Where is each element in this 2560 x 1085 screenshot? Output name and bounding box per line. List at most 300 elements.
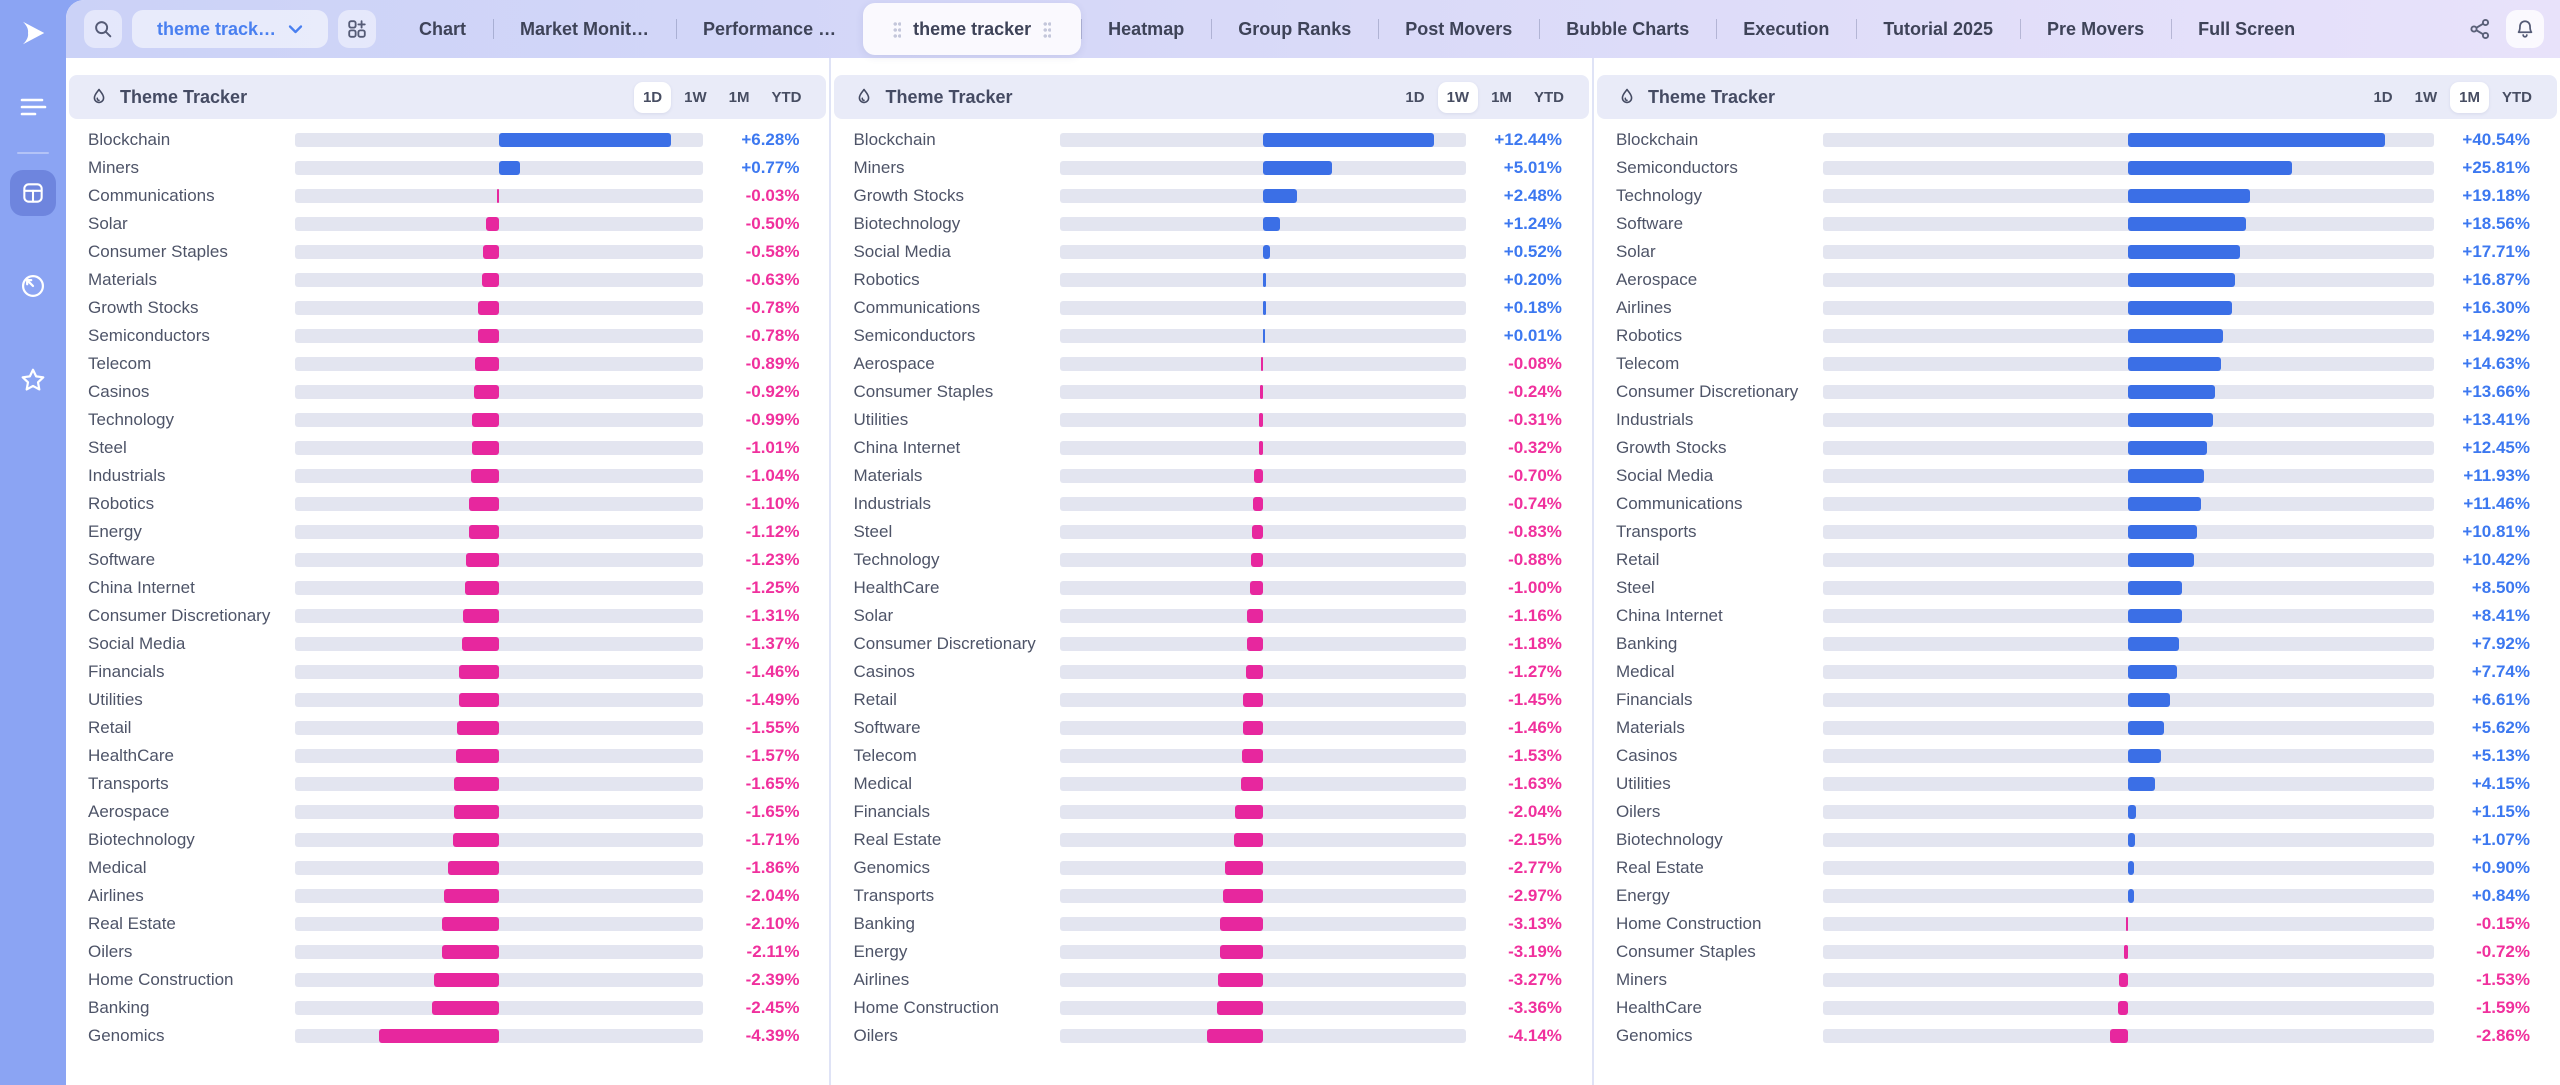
range-1m[interactable]: 1M bbox=[720, 82, 759, 113]
theme-label: Social Media bbox=[88, 634, 186, 653]
change-bar bbox=[1220, 917, 1263, 931]
change-bar bbox=[478, 301, 499, 315]
change-bar bbox=[1246, 665, 1263, 679]
theme-row[interactable] bbox=[66, 714, 829, 742]
theme-row[interactable] bbox=[831, 966, 1591, 994]
bar-track bbox=[295, 665, 703, 679]
bar-track bbox=[1823, 581, 2434, 595]
theme-row[interactable] bbox=[1594, 966, 2560, 994]
theme-row[interactable] bbox=[66, 434, 829, 462]
tab-heatmap[interactable] bbox=[1081, 0, 1211, 58]
change-value: +0.90% bbox=[2471, 858, 2530, 877]
theme-label: Steel bbox=[88, 438, 127, 457]
tab-label: Bubble Charts bbox=[1566, 18, 1690, 39]
theme-label: Industrials bbox=[853, 494, 931, 513]
theme-label: Software bbox=[1615, 214, 1684, 233]
change-bar bbox=[1223, 889, 1264, 903]
theme-row[interactable] bbox=[831, 686, 1591, 714]
change-value: -1.16% bbox=[1508, 606, 1562, 625]
change-bar bbox=[2128, 497, 2200, 511]
theme-row[interactable] bbox=[66, 350, 829, 378]
theme-row[interactable] bbox=[66, 1022, 829, 1050]
theme-row[interactable] bbox=[831, 826, 1591, 854]
theme-row[interactable] bbox=[831, 882, 1591, 910]
theme-row[interactable] bbox=[831, 854, 1591, 882]
timer-icon[interactable] bbox=[19, 272, 47, 300]
theme-row[interactable] bbox=[831, 574, 1591, 602]
theme-label: Growth Stocks bbox=[88, 298, 199, 317]
theme-row[interactable] bbox=[1594, 322, 2560, 350]
time-range-group bbox=[634, 82, 811, 113]
theme-row[interactable] bbox=[1594, 126, 2560, 154]
theme-row[interactable] bbox=[1594, 210, 2560, 238]
theme-label: Consumer Staples bbox=[88, 242, 228, 261]
theme-row[interactable] bbox=[831, 154, 1591, 182]
change-bar bbox=[1241, 777, 1263, 791]
theme-label: Utilities bbox=[1615, 774, 1671, 793]
change-value: +10.81% bbox=[2462, 522, 2530, 541]
change-value: -1.00% bbox=[1508, 578, 1562, 597]
change-value: -1.65% bbox=[745, 774, 800, 793]
theme-label: Growth Stocks bbox=[853, 186, 965, 205]
range-1m[interactable]: 1M bbox=[2450, 82, 2489, 113]
range-1m[interactable]: 1M bbox=[1482, 82, 1521, 113]
change-value: +1.24% bbox=[1503, 214, 1562, 233]
theme-row[interactable] bbox=[1594, 518, 2560, 546]
range-1d[interactable]: 1D bbox=[2364, 82, 2401, 113]
change-value: -0.88% bbox=[1508, 550, 1562, 569]
change-value: -3.36% bbox=[1508, 998, 1562, 1017]
theme-row[interactable] bbox=[66, 574, 829, 602]
theme-label: Growth Stocks bbox=[1615, 438, 1727, 457]
tab-theme-tracker[interactable] bbox=[863, 3, 1081, 55]
theme-row[interactable] bbox=[66, 686, 829, 714]
theme-label: Energy bbox=[853, 942, 908, 961]
change-value: -1.37% bbox=[745, 634, 800, 653]
tab-performance[interactable] bbox=[676, 0, 863, 58]
change-bar bbox=[2128, 749, 2160, 763]
theme-row[interactable] bbox=[1594, 462, 2560, 490]
theme-row[interactable] bbox=[66, 910, 829, 938]
bar-track bbox=[295, 1029, 703, 1043]
theme-row[interactable] bbox=[1594, 266, 2560, 294]
theme-row[interactable] bbox=[66, 994, 829, 1022]
notifications-bell-icon[interactable] bbox=[2506, 10, 2544, 48]
tab-tutorial-2025[interactable] bbox=[1856, 0, 2020, 58]
change-value: -2.15% bbox=[1508, 830, 1562, 849]
theme-row[interactable] bbox=[1594, 238, 2560, 266]
change-value: -1.25% bbox=[745, 578, 800, 597]
theme-row[interactable] bbox=[66, 966, 829, 994]
theme-row[interactable] bbox=[831, 238, 1591, 266]
theme-row[interactable] bbox=[1594, 630, 2560, 658]
change-bar bbox=[2128, 329, 2222, 343]
change-bar bbox=[1263, 329, 1265, 343]
theme-row[interactable] bbox=[66, 322, 829, 350]
time-range-group bbox=[2364, 82, 2541, 113]
theme-row[interactable] bbox=[1594, 826, 2560, 854]
theme-row[interactable] bbox=[66, 518, 829, 546]
bar-track bbox=[295, 917, 703, 931]
range-1w[interactable]: 1W bbox=[675, 82, 716, 113]
change-value: +12.45% bbox=[2462, 438, 2530, 457]
share-icon[interactable] bbox=[2468, 17, 2492, 41]
theme-row[interactable] bbox=[1594, 938, 2560, 966]
theme-label: Blockchain bbox=[88, 130, 171, 149]
theme-row[interactable] bbox=[831, 1022, 1591, 1050]
theme-label: HealthCare bbox=[853, 578, 940, 597]
sidebar-item-dashboard[interactable] bbox=[10, 170, 56, 216]
theme-row[interactable] bbox=[831, 378, 1591, 406]
theme-row[interactable] bbox=[1594, 770, 2560, 798]
theme-row[interactable] bbox=[66, 210, 829, 238]
theme-row[interactable] bbox=[66, 882, 829, 910]
theme-row[interactable] bbox=[1594, 854, 2560, 882]
theme-label: Materials bbox=[853, 466, 923, 485]
theme-row[interactable] bbox=[831, 126, 1591, 154]
tab-pre-movers[interactable] bbox=[2020, 0, 2171, 58]
change-bar bbox=[2128, 581, 2182, 595]
change-value: +5.01% bbox=[1503, 158, 1562, 177]
theme-row[interactable] bbox=[1594, 490, 2560, 518]
theme-row[interactable] bbox=[1594, 798, 2560, 826]
theme-row[interactable] bbox=[1594, 378, 2560, 406]
range-1d[interactable]: 1D bbox=[634, 82, 671, 113]
theme-row[interactable] bbox=[1594, 350, 2560, 378]
theme-label: Social Media bbox=[1615, 466, 1714, 485]
change-value: -0.92% bbox=[745, 382, 800, 401]
tab-label: Group Ranks bbox=[1238, 18, 1352, 39]
change-bar bbox=[2128, 889, 2133, 903]
change-value: -1.59% bbox=[2476, 998, 2530, 1017]
theme-row[interactable] bbox=[66, 938, 829, 966]
theme-label: Industrials bbox=[88, 466, 166, 485]
bar-track bbox=[1060, 749, 1465, 763]
theme-label: Home Construction bbox=[853, 998, 999, 1017]
change-bar bbox=[1253, 497, 1263, 511]
bar-track bbox=[1060, 357, 1465, 371]
tab-market-monit[interactable] bbox=[493, 0, 676, 58]
change-value: -3.13% bbox=[1508, 914, 1562, 933]
theme-label: Steel bbox=[853, 522, 893, 541]
tab-label: Full Screen bbox=[2198, 18, 2296, 39]
tab-label: Tutorial 2025 bbox=[1883, 18, 1994, 39]
bar-track bbox=[295, 581, 703, 595]
change-bar bbox=[2128, 665, 2177, 679]
theme-row[interactable] bbox=[831, 350, 1591, 378]
theme-label: Telecom bbox=[1615, 354, 1680, 373]
theme-row[interactable] bbox=[831, 742, 1591, 770]
theme-label: Solar bbox=[1615, 242, 1656, 261]
change-bar bbox=[1225, 861, 1263, 875]
theme-row[interactable] bbox=[66, 266, 829, 294]
theme-row[interactable] bbox=[66, 490, 829, 518]
range-ytd[interactable]: YTD bbox=[1525, 82, 1573, 113]
theme-row[interactable] bbox=[66, 826, 829, 854]
theme-row[interactable] bbox=[66, 126, 829, 154]
change-bar bbox=[2128, 133, 2384, 147]
search-icon[interactable] bbox=[84, 10, 122, 48]
change-value: +8.41% bbox=[2471, 606, 2530, 625]
theme-row[interactable] bbox=[1594, 294, 2560, 322]
tab-full-screen[interactable] bbox=[2171, 0, 2322, 58]
change-bar bbox=[2128, 161, 2291, 175]
theme-label: Biotechnology bbox=[853, 214, 961, 233]
theme-label: Consumer Staples bbox=[1615, 942, 1756, 961]
change-bar bbox=[2128, 777, 2154, 791]
theme-row[interactable] bbox=[1594, 154, 2560, 182]
change-value: -0.99% bbox=[745, 410, 800, 429]
tab-label: Market Monit… bbox=[520, 18, 650, 39]
theme-label: Materials bbox=[88, 270, 157, 289]
theme-row[interactable] bbox=[831, 182, 1591, 210]
tab-execution[interactable] bbox=[1716, 0, 1856, 58]
theme-label: Aerospace bbox=[1615, 270, 1698, 289]
theme-row[interactable] bbox=[1594, 658, 2560, 686]
change-bar bbox=[472, 441, 500, 455]
theme-row[interactable] bbox=[831, 546, 1591, 574]
theme-row[interactable] bbox=[66, 854, 829, 882]
theme-row[interactable] bbox=[1594, 742, 2560, 770]
change-value: -1.65% bbox=[745, 802, 800, 821]
theme-row[interactable] bbox=[1594, 994, 2560, 1022]
bar-track bbox=[295, 497, 703, 511]
change-value: -1.57% bbox=[745, 746, 800, 765]
theme-row[interactable] bbox=[831, 994, 1591, 1022]
change-bar bbox=[2128, 245, 2240, 259]
range-ytd[interactable]: YTD bbox=[2493, 82, 2541, 113]
bar-track bbox=[1823, 945, 2434, 959]
theme-row[interactable] bbox=[831, 770, 1591, 798]
theme-row[interactable] bbox=[831, 658, 1591, 686]
theme-label: Banking bbox=[88, 998, 150, 1017]
change-bar bbox=[2128, 413, 2213, 427]
theme-label: China Internet bbox=[853, 438, 961, 457]
theme-row[interactable] bbox=[66, 294, 829, 322]
theme-label: Casinos bbox=[853, 662, 915, 681]
change-value: +16.30% bbox=[2462, 298, 2530, 317]
bar-track bbox=[295, 609, 703, 623]
theme-row[interactable] bbox=[66, 462, 829, 490]
theme-label: China Internet bbox=[1615, 606, 1723, 625]
bar-track bbox=[1060, 861, 1465, 875]
theme-row[interactable] bbox=[1594, 434, 2560, 462]
favorites-star-icon[interactable] bbox=[19, 366, 47, 394]
theme-row[interactable] bbox=[1594, 602, 2560, 630]
change-value: +2.48% bbox=[1503, 186, 1562, 205]
panels bbox=[66, 58, 2560, 1085]
tab-group-ranks[interactable] bbox=[1211, 0, 1378, 58]
change-bar bbox=[486, 217, 500, 231]
change-value: -2.77% bbox=[1508, 858, 1562, 877]
bar-track bbox=[295, 161, 703, 175]
theme-row[interactable] bbox=[66, 742, 829, 770]
change-value: -2.97% bbox=[1508, 886, 1562, 905]
change-bar bbox=[2128, 469, 2203, 483]
change-value: -1.53% bbox=[2476, 970, 2530, 989]
theme-row[interactable] bbox=[831, 910, 1591, 938]
theme-row[interactable] bbox=[66, 378, 829, 406]
change-value: -0.31% bbox=[1508, 410, 1562, 429]
theme-label: Solar bbox=[88, 214, 128, 233]
change-value: +6.28% bbox=[741, 130, 800, 149]
theme-rows bbox=[66, 126, 829, 1050]
theme-row[interactable] bbox=[1594, 1022, 2560, 1050]
theme-label: Communications bbox=[853, 298, 981, 317]
bar-track bbox=[295, 329, 703, 343]
theme-row[interactable] bbox=[1594, 910, 2560, 938]
add-widget-icon[interactable] bbox=[338, 10, 376, 48]
change-bar bbox=[454, 777, 499, 791]
theme-row[interactable] bbox=[66, 770, 829, 798]
theme-row[interactable] bbox=[66, 658, 829, 686]
theme-row[interactable] bbox=[66, 182, 829, 210]
layout-dropdown[interactable] bbox=[132, 10, 328, 48]
theme-row[interactable] bbox=[66, 602, 829, 630]
panel-title: Theme Tracker bbox=[120, 86, 248, 107]
bar-track bbox=[1823, 917, 2434, 931]
flame-icon bbox=[89, 87, 109, 107]
change-bar bbox=[1217, 1001, 1263, 1015]
theme-row[interactable] bbox=[831, 294, 1591, 322]
change-bar bbox=[456, 749, 499, 763]
theme-row[interactable] bbox=[1594, 406, 2560, 434]
theme-label: Materials bbox=[1615, 718, 1685, 737]
bar-track bbox=[1060, 189, 1465, 203]
bar-track bbox=[1823, 553, 2434, 567]
change-bar bbox=[2128, 273, 2235, 287]
bar-track bbox=[1060, 497, 1465, 511]
theme-row[interactable] bbox=[831, 322, 1591, 350]
change-value: -1.45% bbox=[1508, 690, 1562, 709]
change-value: -0.74% bbox=[1508, 494, 1562, 513]
theme-label: Airlines bbox=[853, 970, 910, 989]
panel-header bbox=[1597, 75, 2557, 119]
change-bar bbox=[448, 861, 499, 875]
bar-track bbox=[295, 973, 703, 987]
theme-row[interactable] bbox=[831, 266, 1591, 294]
change-value: -2.11% bbox=[746, 942, 800, 961]
change-bar bbox=[1243, 721, 1263, 735]
bar-track bbox=[1060, 721, 1465, 735]
theme-row[interactable] bbox=[831, 714, 1591, 742]
theme-row[interactable] bbox=[831, 490, 1591, 518]
theme-row[interactable] bbox=[831, 434, 1591, 462]
theme-row[interactable] bbox=[1594, 182, 2560, 210]
tab-post-movers[interactable] bbox=[1378, 0, 1539, 58]
menu-icon[interactable] bbox=[18, 96, 48, 118]
change-bar bbox=[2128, 805, 2135, 819]
theme-row[interactable] bbox=[66, 154, 829, 182]
theme-row[interactable] bbox=[1594, 546, 2560, 574]
theme-rows bbox=[831, 126, 1591, 1050]
theme-row[interactable] bbox=[831, 210, 1591, 238]
theme-row[interactable] bbox=[66, 406, 829, 434]
bar-track bbox=[1060, 553, 1465, 567]
bar-track bbox=[1823, 973, 2434, 987]
change-bar bbox=[2128, 301, 2231, 315]
bar-track bbox=[1060, 581, 1465, 595]
theme-row[interactable] bbox=[66, 238, 829, 266]
theme-row[interactable] bbox=[66, 546, 829, 574]
change-value: -1.27% bbox=[1508, 662, 1562, 681]
panel-header bbox=[69, 75, 826, 119]
bar-track bbox=[1060, 133, 1465, 147]
change-value: +25.81% bbox=[2462, 158, 2530, 177]
change-bar bbox=[1259, 413, 1263, 427]
theme-row[interactable] bbox=[831, 630, 1591, 658]
bar-track bbox=[1823, 525, 2434, 539]
bar-track bbox=[1060, 973, 1465, 987]
theme-label: Genomics bbox=[853, 858, 930, 877]
bar-track bbox=[1060, 833, 1465, 847]
theme-label: Technology bbox=[88, 410, 175, 429]
bar-track bbox=[1060, 273, 1465, 287]
change-value: -2.04% bbox=[1508, 802, 1562, 821]
tab-chart[interactable] bbox=[392, 0, 493, 58]
app-logo-icon bbox=[18, 18, 48, 48]
theme-row[interactable] bbox=[831, 602, 1591, 630]
theme-row[interactable] bbox=[831, 938, 1591, 966]
theme-row[interactable] bbox=[831, 406, 1591, 434]
bar-track bbox=[295, 889, 703, 903]
change-bar bbox=[442, 917, 499, 931]
bar-track bbox=[1060, 637, 1465, 651]
theme-row[interactable] bbox=[1594, 686, 2560, 714]
bar-track bbox=[1823, 329, 2434, 343]
range-ytd[interactable]: YTD bbox=[762, 82, 810, 113]
theme-row[interactable] bbox=[1594, 714, 2560, 742]
change-bar bbox=[2126, 917, 2128, 931]
change-value: +1.15% bbox=[2471, 802, 2530, 821]
theme-row[interactable] bbox=[831, 462, 1591, 490]
change-bar bbox=[1207, 1029, 1264, 1043]
change-bar bbox=[483, 245, 499, 259]
range-1w[interactable]: 1W bbox=[2406, 82, 2447, 113]
theme-label: Energy bbox=[1615, 886, 1670, 905]
theme-row[interactable] bbox=[1594, 574, 2560, 602]
bar-track bbox=[295, 217, 703, 231]
theme-row[interactable] bbox=[66, 630, 829, 658]
tab-bubble-charts[interactable] bbox=[1539, 0, 1716, 58]
change-value: -1.04% bbox=[745, 466, 800, 485]
theme-label: Technology bbox=[853, 550, 940, 569]
panel-title: Theme Tracker bbox=[885, 86, 1013, 107]
theme-label: Utilities bbox=[88, 690, 143, 709]
theme-row[interactable] bbox=[1594, 882, 2560, 910]
theme-tracker-panel bbox=[66, 58, 829, 1085]
bar-track bbox=[295, 245, 703, 259]
change-value: -0.83% bbox=[1508, 522, 1562, 541]
range-1w[interactable]: 1W bbox=[1438, 82, 1479, 113]
change-value: +16.87% bbox=[2462, 270, 2530, 289]
bar-track bbox=[295, 861, 703, 875]
change-value: -0.24% bbox=[1508, 382, 1562, 401]
theme-row[interactable] bbox=[831, 798, 1591, 826]
theme-label: Aerospace bbox=[88, 802, 170, 821]
bar-track bbox=[295, 301, 703, 315]
theme-row[interactable] bbox=[831, 518, 1591, 546]
change-value: +0.18% bbox=[1503, 298, 1562, 317]
bar-track bbox=[1060, 469, 1465, 483]
theme-label: Casinos bbox=[1615, 746, 1678, 765]
bar-track bbox=[1060, 805, 1465, 819]
change-bar bbox=[499, 133, 670, 147]
theme-label: Robotics bbox=[853, 270, 920, 289]
range-1d[interactable]: 1D bbox=[1396, 82, 1433, 113]
theme-row[interactable] bbox=[66, 798, 829, 826]
theme-label: Oilers bbox=[1615, 802, 1661, 821]
